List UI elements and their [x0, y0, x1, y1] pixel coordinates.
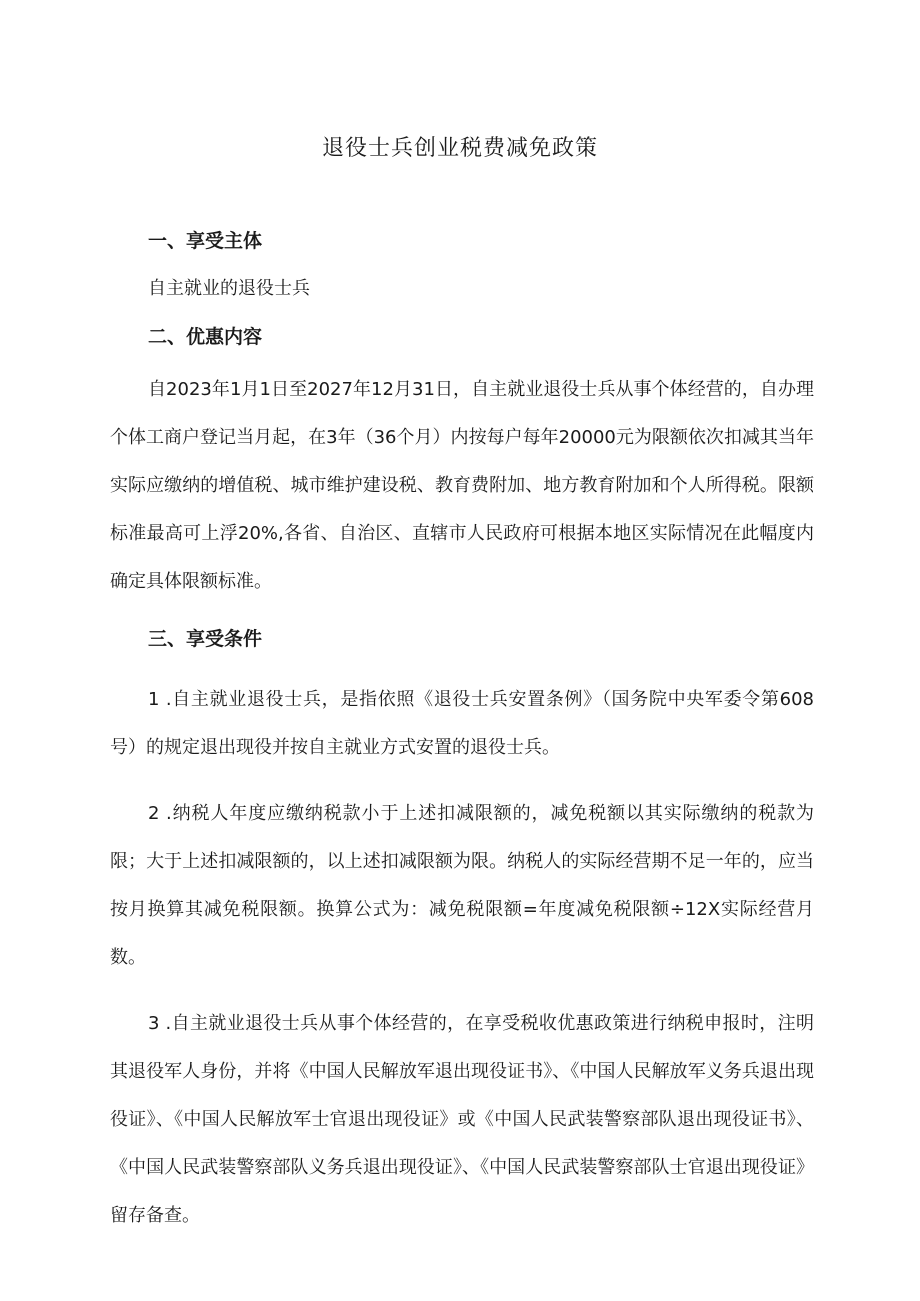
document-title: 退役士兵创业税费减免政策: [321, 136, 598, 161]
section-heading-subject: 一、享受主体: [148, 230, 263, 252]
condition-item-2: 2 .纳税人年度应缴纳税款小于上述扣减限额的，减免税额以其实际缴纳的税款为限；大于上述扣减限额的，以上述扣减限额为限。纳税人的实际经营期不足一年的，应当按月换算其减免税限额。换算公式为：减免税限额=年度减免税限额÷12X实际经营月数。: [110, 803, 814, 968]
section-text-benefit: 自2023年1月1日至2027年12月31日，自主就业退役士兵从事个体经营的，自办理个体工商户登记当月起，在3年（36个月）内按每户每年20000元为限额依次扣减其当年实际应缴纳的增值税、城市维护建设税、教育费附加、地方教育附加和个人所得税。限额标准最高可上浮20%,各省、自治区、直辖市人民政府可根据本地区实际情况在此幅度内确定具体限额标准。: [110, 379, 814, 592]
document-body: [110, 222, 814, 1240]
section-heading-benefit: 二、优惠内容: [148, 326, 263, 348]
section-heading-conditions: 三、享受条件: [148, 628, 263, 650]
condition-item-1: 1 .自主就业退役士兵，是指依照《退役士兵安置条例》（国务院中央军委令第608号）的规定退出现役并按自主就业方式安置的退役士兵。: [110, 689, 814, 758]
condition-item-3: 3 .自主就业退役士兵从事个体经营的，在享受税收优惠政策进行纳税申报时，注明其退役军人身份，并将《中国人民解放军退出现役证书》、《中国人民解放军义务兵退出现役证》、《中国人民解放军士官退出现役证》或《中国人民武装警察部队退出现役证书》、《中国人民武装警察部队义务兵退出现役证》、《中国人民武装警察部队士官退出现役证》留存备查。: [110, 1013, 814, 1226]
section-text-subject: 自主就业的退役士兵: [148, 278, 310, 299]
